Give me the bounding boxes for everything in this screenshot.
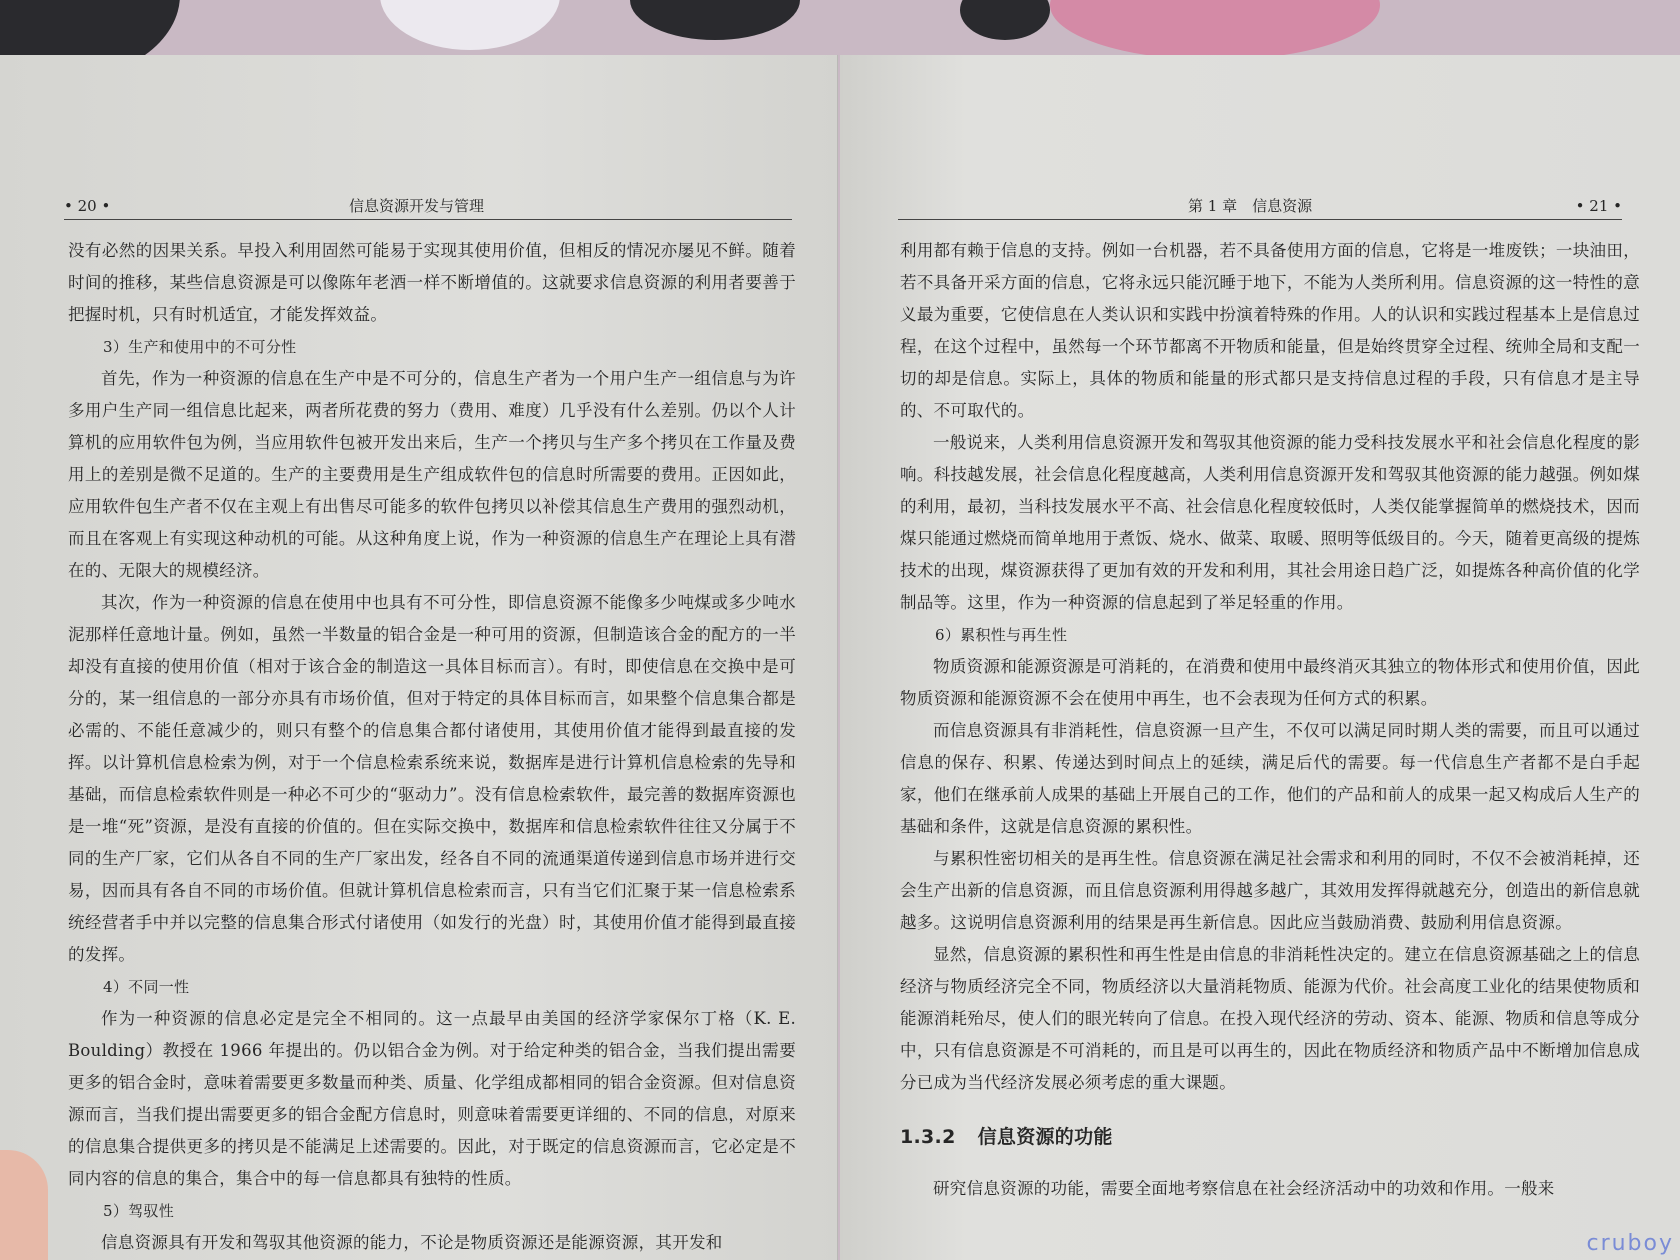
thumb bbox=[0, 1150, 48, 1260]
page-body bbox=[900, 235, 1640, 1205]
page-body bbox=[68, 235, 796, 1259]
paragraph: 没有必然的因果关系。早投入利用固然可能易于实现其使用价值，但相反的情况亦屡见不鲜。随着时间的推移，某些信息资源是可以像陈年老酒一样不断增值的。这就要求信息资源的利用者要善于把握时机，只有时机适宜，才能发挥效益。 bbox=[68, 241, 796, 324]
page-number: • 21 • bbox=[1575, 197, 1622, 215]
subheading: 5）驾驭性 bbox=[103, 1202, 175, 1220]
section-title: 信息资源的功能 bbox=[977, 1126, 1113, 1148]
page-number: • 20 • bbox=[64, 197, 111, 215]
running-head: 第 1 章 信息资源 bbox=[1188, 197, 1313, 215]
subheading: 6）累积性与再生性 bbox=[935, 626, 1068, 644]
background-pattern bbox=[1050, 0, 1380, 60]
watermark: cruboy bbox=[1586, 1231, 1674, 1256]
section-heading bbox=[900, 1117, 1640, 1157]
open-book bbox=[0, 55, 1680, 1260]
background-pattern bbox=[380, 0, 560, 50]
subheading: 3）生产和使用中的不可分性 bbox=[103, 338, 297, 356]
right-page bbox=[840, 55, 1680, 1260]
paragraph: 利用都有赖于信息的支持。例如一台机器，若不具备使用方面的信息，它将是一堆废铁；一块油田，若不具备开采方面的信息，它将永远只能沉睡于地下，不能为人类所利用。信息资源的这一特性的意义最为重要，它使信息在人类认识和实践中扮演着特殊的作用。人的认识和实践过程基本上是信息过程，在这个过程中，虽然每一个环节都离不开物质和能量，但是始终贯穿全过程、统帅全局和支配一切的却是信息。实际上，具体的物质和能量的形式都只是支持信息过程的手段，只有信息才是主导的、不可取代的。 bbox=[900, 241, 1640, 420]
left-page bbox=[0, 55, 838, 1260]
paragraph: 而信息资源具有非消耗性，信息资源一旦产生，不仅可以满足同时期人类的需要，而且可以通过信息的保存、积累、传递达到时间点上的延续，满足后代的需要。每一代信息生产者都不是白手起家，他们在继承前人成果的基础上开展自己的工作，他们的产品和前人的成果一起又构成后人生产的基础和条件，这就是信息资源的累积性。 bbox=[900, 721, 1640, 836]
background-pattern bbox=[960, 0, 1050, 40]
subheading: 4）不同一性 bbox=[103, 978, 190, 996]
paragraph: 一般说来，人类利用信息资源开发和驾驭其他资源的能力受科技发展水平和社会信息化程度的影响。科技越发展，社会信息化程度越高，人类利用信息资源开发和驾驭其他资源的能力越强。例如煤的利用，最初，当科技发展水平不高、社会信息化程度较低时，人类仅能掌握简单的燃烧技术，因而煤只能通过燃烧而简单地用于煮饭、烧水、做菜、取暖、照明等低级目的。今天，随着更高级的提炼技术的出现，煤资源获得了更加有效的开发和利用，其社会用途日趋广泛，如提炼各种高价值的化学制品等。这里，作为一种资源的信息起到了举足轻重的作用。 bbox=[900, 433, 1640, 612]
paragraph: 作为一种资源的信息必定是完全不相同的。这一点最早由美国的经济学家保尔丁格（K. E. Boulding）教授在 1966 年提出的。仍以铝合金为例。对于给定种类的铝合金，当我们提出需要更多的铝合金时，意味着需要更多数量而种类、质量、化学组成都相同的铝合金资源。但对信息资源而言，当我们提出需要更多的铝合金配方信息时，则意味着需要更详细的、不同的信息，对原来的信息集合提供更多的拷贝是不能满足上述需要的。因此，对于既定的信息资源而言，它必定是不同内容的信息的集合，集合中的每一信息都具有独特的性质。 bbox=[68, 1009, 796, 1188]
page-header bbox=[898, 195, 1622, 220]
paragraph: 研究信息资源的功能，需要全面地考察信息在社会经济活动中的功效和作用。一般来 bbox=[933, 1179, 1555, 1198]
paragraph: 显然，信息资源的累积性和再生性是由信息的非消耗性决定的。建立在信息资源基础之上的信息经济与物质经济完全不同，物质经济以大量消耗物质、能源为代价。社会高度工业化的结果使物质和能源消耗殆尽，使人们的眼光转向了信息。在投入现代经济的劳动、资本、能源、物质和信息等成分中，只有信息资源是不可消耗的，而且是可以再生的，因此在物质经济和物质产品中不断增加信息成分已成为当代经济发展必须考虑的重大课题。 bbox=[900, 945, 1640, 1092]
background-pattern bbox=[630, 0, 800, 40]
paragraph: 与累积性密切相关的是再生性。信息资源在满足社会需求和利用的同时，不仅不会被消耗掉，还会生产出新的信息资源，而且信息资源利用得越多越广，其效用发挥得就越充分，创造出的新信息就越多。这说明信息资源利用的结果是再生新信息。因此应当鼓励消费、鼓励利用信息资源。 bbox=[900, 849, 1640, 932]
paragraph: 首先，作为一种资源的信息在生产中是不可分的，信息生产者为一个用户生产一组信息与为许多用户生产同一组信息比起来，两者所花费的努力（费用、难度）几乎没有什么差别。仍以个人计算机的应用软件包为例，当应用软件包被开发出来后，生产一个拷贝与生产多个拷贝在工作量及费用上的差别是微不足道的。生产的主要费用是生产组成软件包的信息时所需要的费用。正因如此，应用软件包生产者不仅在主观上有出售尽可能多的软件包拷贝以补偿其信息生产费用的强烈动机，而且在客观上有实现这种动机的可能。从这种角度上说，作为一种资源的信息生产在理论上具有潜在的、无限大的规模经济。 bbox=[68, 369, 796, 580]
paragraph: 其次，作为一种资源的信息在使用中也具有不可分性，即信息资源不能像多少吨煤或多少吨水泥那样任意地计量。例如，虽然一半数量的铝合金是一种可用的资源，但制造该合金的配方的一半却没有直接的使用价值（相对于该合金的制造这一具体目标而言）。有时，即使信息在交换中是可分的，某一组信息的一部分亦具有市场价值，但对于特定的具体目标而言，如果整个信息集合都是必需的、不能任意减少的，则只有整个的信息集合都付诸使用，其使用价值才能得到最直接的发挥。以计算机信息检索为例，对于一个信息检索系统来说，数据库是进行计算机信息检索的先导和基础，而信息检索软件则是一种必不可少的“驱动力”。没有信息检索软件，最完善的数据库资源也是一堆“死”资源，是没有直接的价值的。但在实际交换中，数据库和信息检索软件往往又分属于不同的生产厂家，它们从各自不同的生产厂家出发，经各自不同的流通渠道传递到信息市场并进行交易，因而具有各自不同的市场价值。但就计算机信息检索而言，只有当它们汇聚于某一信息检索系统经营者手中并以完整的信息集合形式付诸使用（如发行的光盘）时，其使用价值才能得到最直接的发挥。 bbox=[68, 593, 796, 964]
section-number: 1.3.2 bbox=[900, 1126, 956, 1148]
paragraph: 物质资源和能源资源是可消耗的，在消费和使用中最终消灭其独立的物体形式和使用价值，因此物质资源和能源资源不会在使用中再生，也不会表现为任何方式的积累。 bbox=[900, 657, 1640, 708]
running-head: 信息资源开发与管理 bbox=[349, 197, 485, 215]
page-header bbox=[64, 195, 792, 220]
paragraph: 信息资源具有开发和驾驭其他资源的能力，不论是物质资源还是能源资源，其开发和 bbox=[101, 1233, 723, 1252]
